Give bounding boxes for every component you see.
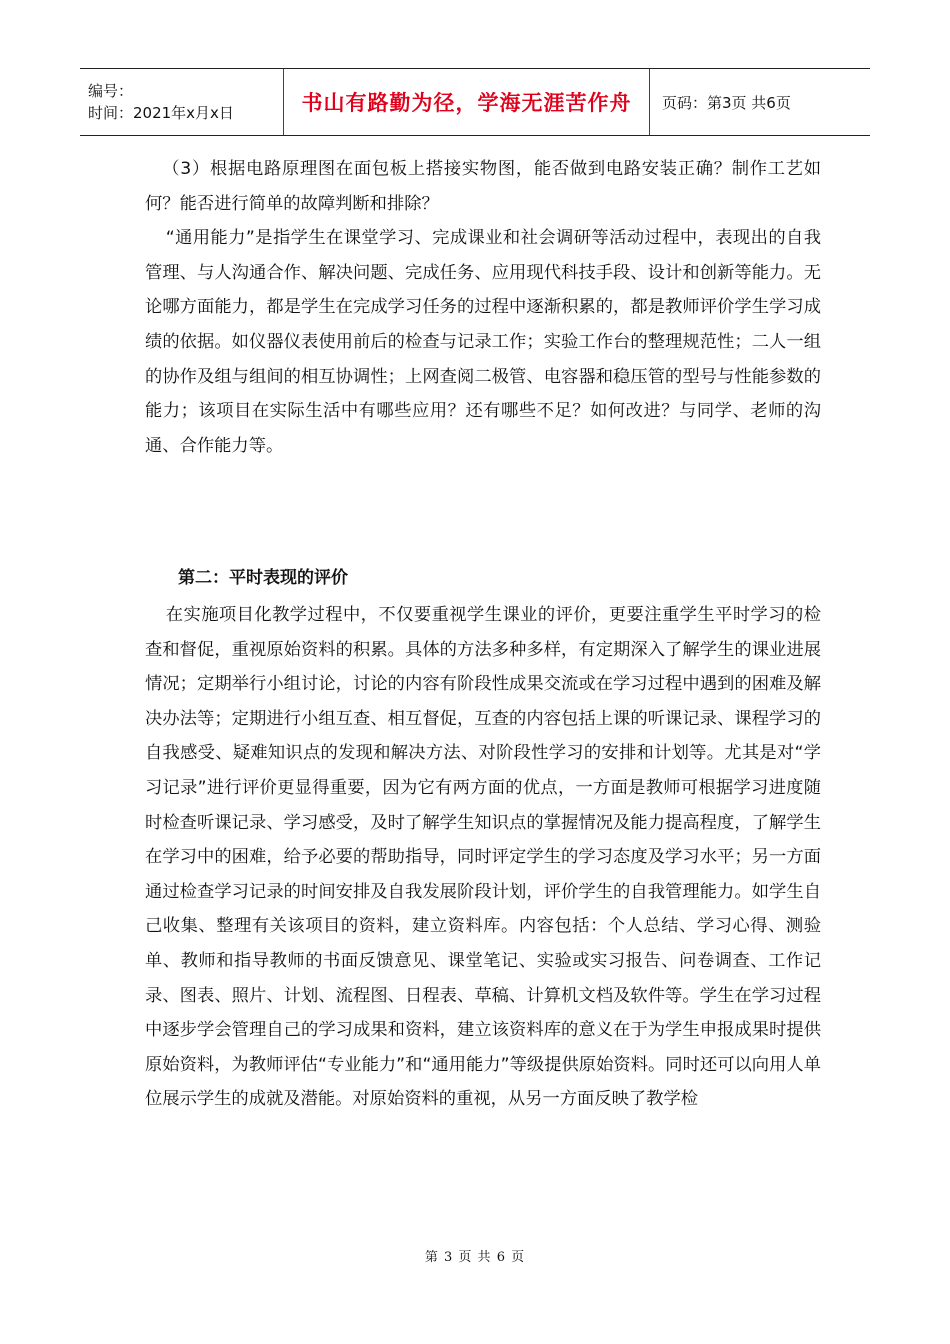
body-paragraph: （3）根据电路原理图在面包板上搭接实物图，能否做到电路安装正确？制作工艺如何？能否进行简单的故障判断和排除？ (145, 159, 821, 214)
header-meta (80, 69, 284, 135)
header-page-number: 页码：第3页 共6页 (662, 93, 791, 112)
header-motto: 书山有路勤为径，学海无涯苦作舟 (301, 91, 632, 115)
document-body-top (145, 152, 821, 463)
document-time-label: 时间：2021年x月x日 (88, 104, 234, 122)
section-heading: 第二：平时表现的评价 (178, 568, 348, 588)
document-body-section (145, 598, 821, 1117)
header-motto-cell (284, 69, 650, 135)
body-paragraph: 在实施项目化教学过程中，不仅要重视学生课业的评价，更要注重学生平时学习的检查和督促，重视原始资料的积累。具体的方法多种多样，有定期深入了解学生的课业进展情况；定期举行小组讨论，讨论的内容有阶段性成果交流或在学习过程中遇到的困难及解决办法等；定期进行小组互查、相互督促，互查的内容包括上课的听课记录、课程学习的自我感受、疑难知识点的发现和解决方法、对阶段性学习的安排和计划等。尤其是对“学习记录”进行评价更显得重要，因为它有两方面的优点，一方面是教师可根据学习进度随时检查听课记录、学习感受，及时了解学生知识点的掌握情况及能力提高程度，了解学生在学习中的困难，给予必要的帮助指导，同时评定学生的学习态度及学习水平；另一方面通过检查学习记录的时间安排及自我发展阶段计划，评价学生的自我管理能力。如学生自己收集、整理有关该项目的资料，建立资料库。内容包括：个人总结、学习心得、测验单、教师和指导教师的书面反馈意见、课堂笔记、实验或实习报告、问卷调查、工作记录、图表、照片、计划、流程图、日程表、草稿、计算机文档及软件等。学生在学习过程中逐步学会管理自己的学习成果和资料，建立该资料库的意义在于为学生申报成果时提供原始资料，为教师评估“专业能力”和“通用能力”等级提供原始资料。同时还可以向用人单位展示学生的成就及潜能。对原始资料的重视，从另一方面反映了教学检 (145, 605, 821, 1110)
document-number-label: 编号： (88, 82, 134, 100)
page-footer: 第 3 页 共 6 页 (424, 1250, 526, 1265)
header-page-cell (650, 69, 870, 135)
body-paragraph: “通用能力”是指学生在课堂学习、完成课业和社会调研等活动过程中，表现出的自我管理、与人沟通合作、解决问题、完成任务、应用现代科技手段、设计和创新等能力。无论哪方面能力，都是学生在完成学习任务的过程中逐渐积累的，都是教师评价学生学习成绩的依据。如仪器仪表使用前后的检查与记录工作；实验工作台的整理规范性；二人一组的协作及组与组间的相互协调性；上网查阅二极管、电容器和稳压管的型号与性能参数的能力；该项目在实际生活中有哪些应用？还有哪些不足？如何改进？与同学、老师的沟通、合作能力等。 (145, 228, 821, 456)
page-header (80, 68, 870, 136)
